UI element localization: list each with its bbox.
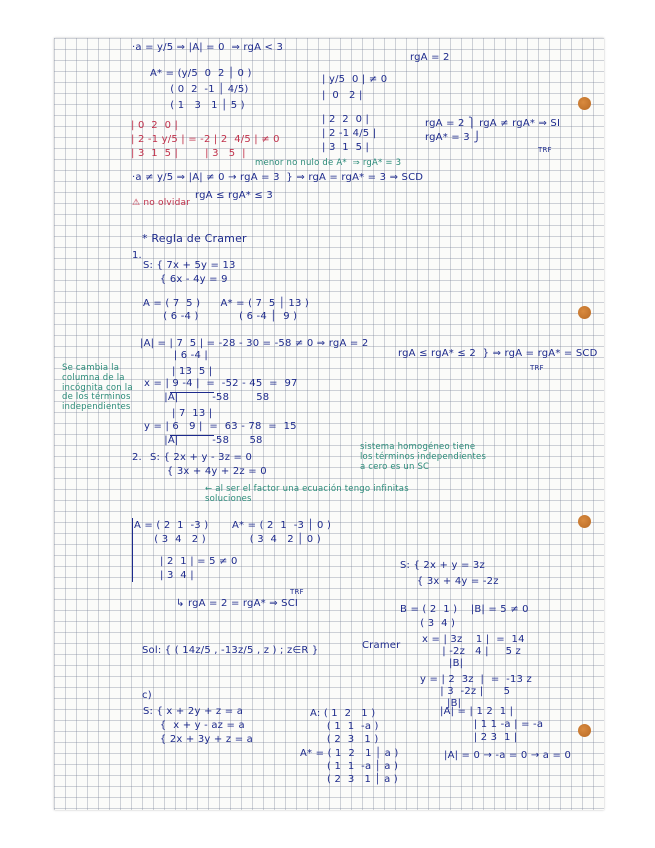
note-line: | -2z 4 | 5 z (422, 646, 521, 657)
note-line: ( 3 4 2 ) ( 3 4 2 │ 0 ) (134, 534, 321, 545)
note-line: | 6 -4 | (140, 350, 208, 361)
note-line: ( 1 1 -a ) (310, 721, 379, 732)
note-line: |A| = | 1 2 1 | (440, 706, 514, 717)
note-line: { 2x + 3y + z = a (143, 734, 253, 745)
note-line-red: | 0 2 0 | (131, 120, 179, 131)
punch-hole (578, 724, 591, 737)
note-line-red: | 2 -1 y/5 | = -2 | 2 4/5 | ≠ 0 (131, 134, 280, 145)
note-line: 2. (132, 452, 142, 463)
note-line: { 3x + 4y = -2z (400, 576, 499, 587)
note-line: |A| -58 58 (144, 435, 263, 446)
note-line: |B| (420, 698, 462, 709)
note-line: | 2 -1 4/5 | (322, 128, 377, 139)
note-line: rgA ≤ rgA* ≤ 3 (195, 190, 273, 201)
punch-hole (578, 306, 591, 319)
note-line: TRF (530, 364, 544, 372)
note-line: A = ( 7 5 ) A* = ( 7 5 │ 13 ) (143, 298, 310, 309)
note-green: sistema homogéneo tiene los términos independientes a cero es un SC (360, 442, 487, 473)
note-line: A* = ( 1 2 1 │ a ) (300, 748, 399, 759)
note-line: A* = (y/5 0 2 │ 0 ) (150, 68, 252, 79)
note-line: ( 1 3 1 │ 5 ) (150, 100, 245, 111)
note-line: x = | 9 -4 | = -52 - 45 = 97 (144, 378, 298, 389)
note-line: S: { x + 2y + z = a (143, 706, 244, 717)
fraction-bar (170, 435, 214, 436)
note-line: |A| -58 58 (144, 392, 270, 403)
note-line: | 1 1 -a | = -a (440, 719, 544, 730)
note-line: ( 1 1 -a │ a ) (300, 761, 399, 772)
note-line: | 13 5 | (172, 366, 213, 377)
note-line: ( 6 -4 ) ( 6 -4 │ 9 ) (143, 311, 298, 322)
note-line: Sol: { ( 14z/5 , -13z/5 , z ) ; z∈R } (142, 645, 319, 656)
note-green: ← al ser el factor una ecuación tengo infinitas soluciones (205, 484, 409, 505)
note-line: y = | 2 3z | = -13 z (420, 674, 532, 685)
note-line: | 3 4 | (160, 570, 194, 581)
punch-hole (578, 515, 591, 528)
note-line: { x + y - az = a (143, 720, 245, 731)
note-line: ↳ rgA = 2 = rgA* ⇒ SCI (176, 598, 299, 609)
note-line: 1. (132, 250, 142, 261)
note-line: rgA ≤ rgA* ≤ 2 } ⇒ rgA = rgA* = SCD (398, 348, 598, 359)
note-line: rgA = 2 ⎫ rgA ≠ rgA* ⇒ SI (425, 118, 561, 129)
note-line: | 3 1 5 | (322, 142, 370, 153)
section-heading: * Regla de Cramer (142, 232, 247, 245)
note-line: x = | 3z 1 | = 14 (422, 634, 525, 645)
brace-stroke (132, 518, 133, 582)
note-line: ( 2 3 1 │ a ) (300, 774, 398, 785)
note-line: | 3 -2z | 5 (420, 686, 511, 697)
note-line: rgA = 2 (410, 52, 450, 63)
note-line: TRF (290, 588, 304, 596)
note-line: |A| = 0 → -a = 0 → a = 0 (444, 750, 572, 761)
note-line: ( 0 2 -1 │ 4/5) (150, 84, 249, 95)
note-line: rgA* = 3 ⎭ (425, 132, 481, 143)
note-line: | 0 2 | (322, 90, 363, 101)
note-line: |A| = | 7 5 | = -28 - 30 = -58 ≠ 0 ⇒ rgA = 2 (140, 338, 369, 349)
note-line: S: { 7x + 5y = 13 (143, 260, 236, 271)
note-line: A = ( 2 1 -3 ) A* = ( 2 1 -3 │ 0 ) (134, 520, 332, 531)
note-line: S: { 2x + y = 3z (400, 560, 485, 571)
note-line: { 6x - 4y = 9 (143, 274, 228, 285)
note-line: A: ( 1 2 1 ) (310, 708, 376, 719)
warning-note: ⚠ no olvidar (132, 198, 191, 208)
note-line: S: { 2x + y - 3z = 0 (150, 452, 253, 463)
note-line: ( 3 4 ) (400, 618, 456, 629)
note-green: menor no nulo de A* ⇒ rgA* = 3 (255, 158, 402, 168)
note-line: |B| (422, 658, 464, 669)
fraction-bar (170, 392, 214, 393)
note-line: ·a ≠ y/5 ⇒ |A| ≠ 0 → rgA = 3 } ⇒ rgA = rgA* = 3 ⇒ SCD (132, 172, 424, 183)
note-line: { 3x + 4y + 2z = 0 (150, 466, 267, 477)
note-line: | y/5 0 | ≠ 0 (322, 74, 388, 85)
note-line: y = | 6 9 | = 63 - 78 = 15 (144, 421, 297, 432)
note-line: ( 2 3 1 ) (310, 734, 379, 745)
note-line: | 2 2 0 | (322, 114, 370, 125)
note-line: | 7 13 | (172, 408, 213, 419)
note-line: | 2 1 | = 5 ≠ 0 (160, 556, 238, 567)
note-line: Cramer (362, 640, 401, 651)
note-line: TRF (538, 146, 552, 154)
note-line: ·a = y/5 ⇒ |A| = 0 ⇒ rgA < 3 (132, 42, 284, 53)
punch-hole (578, 97, 591, 110)
note-line: B = ( 2 1 ) |B| = 5 ≠ 0 (400, 604, 529, 615)
note-line: c) (142, 690, 152, 701)
note-line-red: | 3 1 5 | | 3 5 | (131, 148, 246, 159)
margin-note-green: Se cambia la columna de la incógnita con la de los términos independientes (62, 363, 133, 413)
note-line: | 2 3 1 | (440, 732, 518, 743)
